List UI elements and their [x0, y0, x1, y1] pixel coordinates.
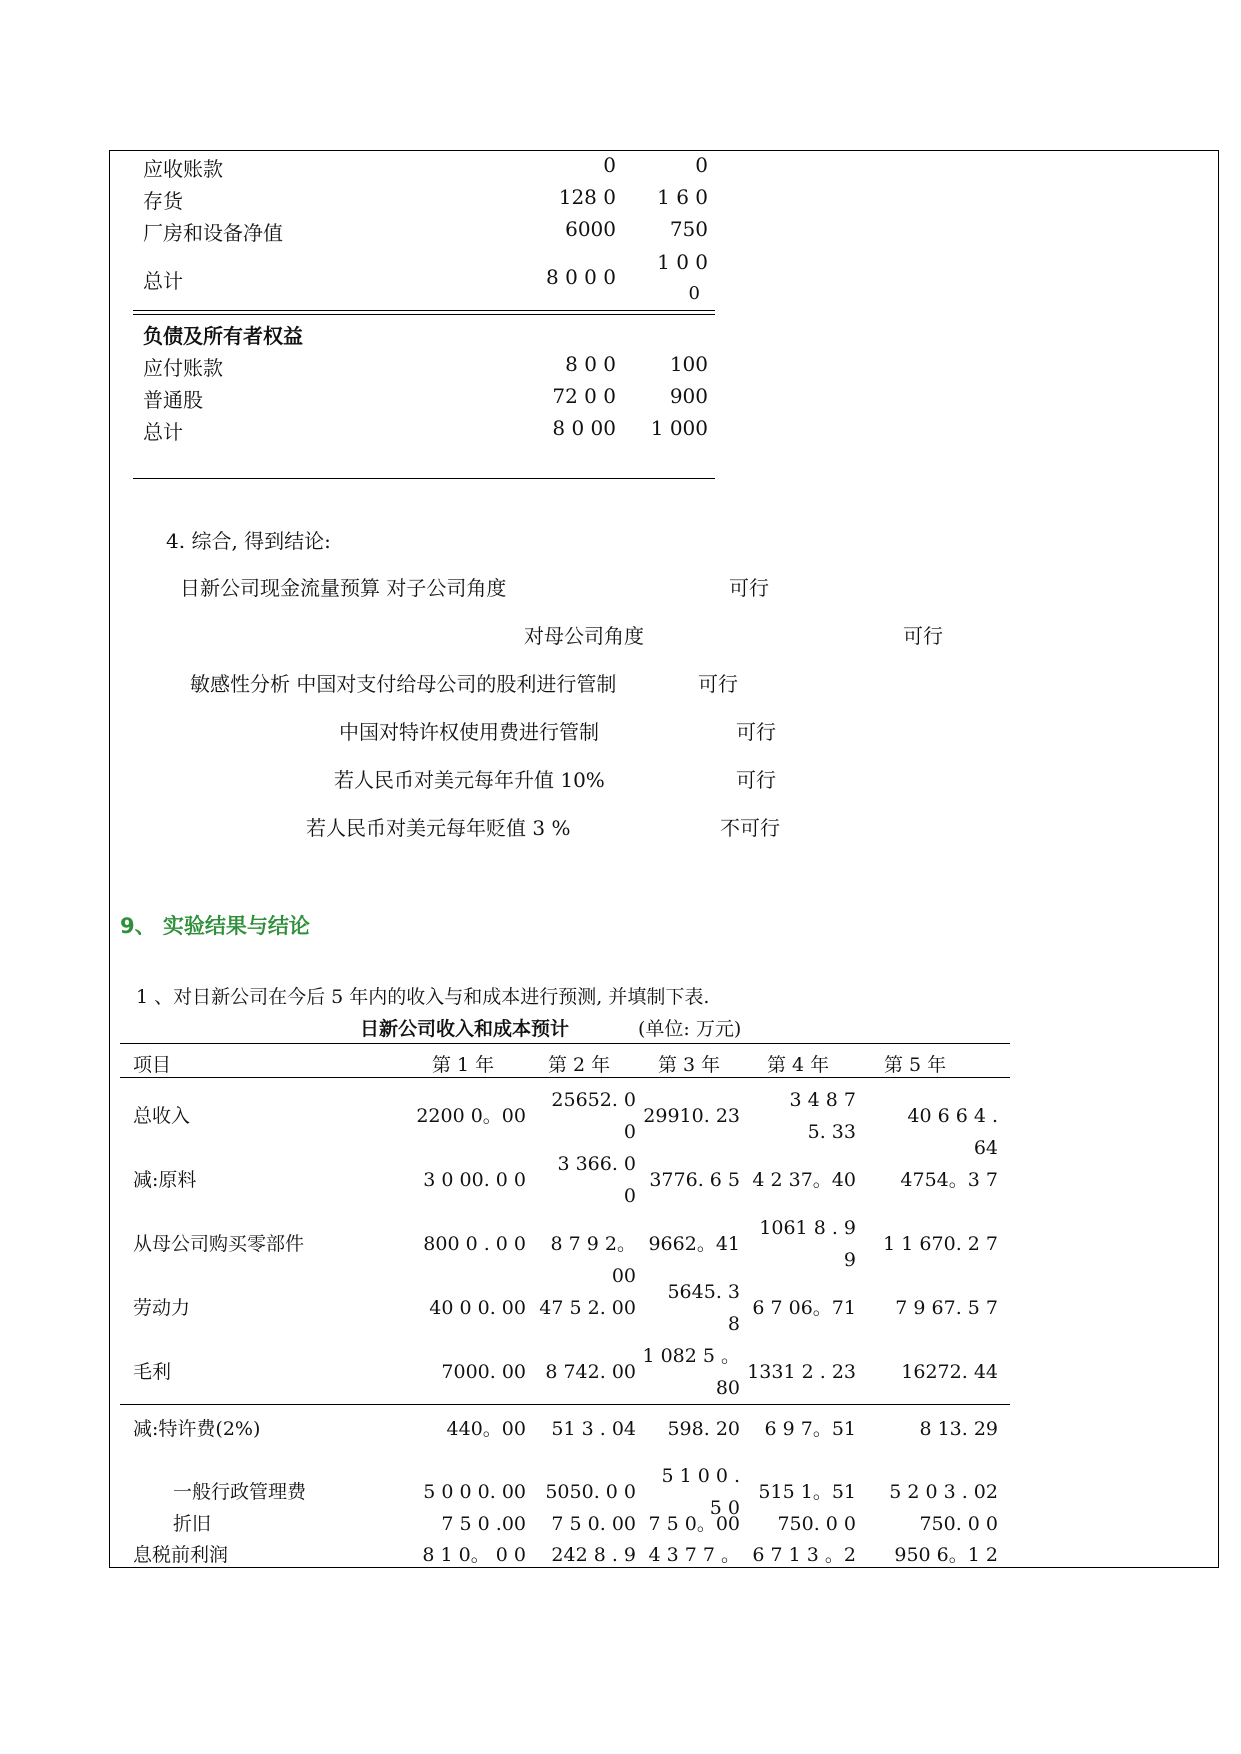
- header-item: 项目: [133, 1054, 172, 1076]
- conclusion-heading: 4. 综合, 得到结论:: [166, 529, 331, 553]
- double-rule: [133, 310, 715, 315]
- table-bottom-rule: [133, 478, 715, 479]
- conclusion-line-label: 敏感性分析 中国对支付给母公司的股利进行管制: [190, 672, 617, 696]
- row-label: 减:特许费(2%): [133, 1418, 261, 1440]
- row-label: 息税前利润: [133, 1544, 229, 1566]
- header-year-5: 第 5 年: [884, 1054, 947, 1076]
- row-cell-year-2: 3 366. 0: [557, 1153, 636, 1175]
- asset-total-value-2-wrap: 0: [688, 283, 700, 304]
- table-unit: (单位: 万元): [638, 1018, 742, 1040]
- row-cell-year-3: 1 082 5 。: [642, 1345, 740, 1367]
- row-cell-year-1: 440。00: [446, 1418, 526, 1440]
- row-cell-year-5: 750. 0 0: [919, 1513, 998, 1535]
- row-cell-year-2: 51 3 . 04: [551, 1418, 636, 1440]
- row-cell-year-4: 6 9 7。51: [764, 1418, 856, 1440]
- row-cell-year-3: 29910. 23: [643, 1105, 740, 1127]
- table-title: 日新公司收入和成本预计: [360, 1018, 570, 1040]
- row-cell-year-4: 6 7 1 3 。2: [752, 1544, 856, 1566]
- conclusion-line-label: 若人民币对美元每年贬值 3 %: [306, 816, 571, 840]
- row-cell-year-3: 4 3 7 7 。: [648, 1544, 740, 1566]
- liability-value-1: 72 0 0: [552, 384, 616, 408]
- row-cell-year-4: 3 4 8 7: [789, 1089, 856, 1111]
- row-cell-year-5: 4754。3 7: [900, 1169, 998, 1191]
- row-cell-year-1: 2200 0。00: [416, 1105, 526, 1127]
- liability-total-value-2: 1 000: [650, 416, 708, 440]
- row-cell-year-5: 1 1 670. 2 7: [883, 1233, 998, 1255]
- liability-value-2: 100: [669, 352, 708, 376]
- row-cell-year-4: 9: [843, 1249, 856, 1271]
- conclusion-line-verdict: 可行: [736, 720, 776, 744]
- liability-label: 应付账款: [143, 356, 223, 380]
- row-cell-year-3: 5645. 3: [667, 1281, 740, 1303]
- asset-value-2: 750: [669, 217, 708, 241]
- conclusion-line-label: 日新公司现金流量预算 对子公司角度: [180, 576, 507, 600]
- liability-total-label: 总计: [143, 420, 183, 444]
- row-cell-year-1: 7 5 0 .00: [441, 1513, 526, 1535]
- row-cell-year-3: 8: [727, 1313, 740, 1335]
- row-cell-year-4: 5. 33: [807, 1121, 856, 1143]
- header-year-1: 第 1 年: [432, 1054, 495, 1076]
- row-cell-year-3: 5 0: [709, 1497, 740, 1519]
- mid-rule: [120, 1404, 1010, 1405]
- row-label: 从母公司购买零部件: [133, 1233, 305, 1255]
- row-cell-year-2: 5050. 0 0: [545, 1481, 636, 1503]
- row-cell-year-5: 5 2 0 3 . 02: [889, 1481, 998, 1503]
- asset-label: 厂房和设备净值: [143, 221, 283, 245]
- asset-value-1: 0: [603, 153, 616, 177]
- row-cell-year-3: 5 1 0 0 .: [661, 1465, 740, 1487]
- conclusion-line-label: 中国对特许权使用费进行管制: [339, 720, 599, 744]
- asset-total-value-1: 8 0 0 0: [546, 265, 616, 289]
- row-cell-year-5: 950 6。1 2: [894, 1544, 998, 1566]
- conclusion-line-label: 对母公司角度: [524, 624, 644, 648]
- conclusion-line-verdict: 可行: [736, 768, 776, 792]
- row-label: 折旧: [173, 1513, 212, 1535]
- row-cell-year-2: 25652. 0: [551, 1089, 636, 1111]
- row-label: 毛利: [133, 1361, 172, 1383]
- row-cell-year-3: 9662。41: [648, 1233, 740, 1255]
- row-cell-year-2: 8 7 9 2。00: [550, 1233, 636, 1287]
- conclusion-line-verdict: 可行: [903, 624, 943, 648]
- row-cell-year-1: 7000. 00: [441, 1361, 526, 1383]
- row-cell-year-2: 8 742. 00: [545, 1361, 636, 1383]
- row-cell-year-1: 40 0 0. 00: [429, 1297, 526, 1319]
- row-cell-year-1: 8 1 0。 0 0: [422, 1544, 526, 1566]
- conclusion-line-verdict: 可行: [698, 672, 738, 696]
- liability-total-value-1: 8 0 00: [552, 416, 616, 440]
- asset-label: 应收账款: [143, 157, 223, 181]
- row-cell-year-4: 1331 2 . 23: [747, 1361, 856, 1383]
- asset-value-1: 6000: [565, 217, 616, 241]
- asset-label: 存货: [143, 189, 183, 213]
- header-year-2: 第 2 年: [548, 1054, 611, 1076]
- section-intro: 1 、对日新公司在今后 5 年内的收入与和成本进行预测, 并填制下表.: [136, 986, 710, 1008]
- row-cell-year-2: 0: [623, 1121, 636, 1143]
- row-cell-year-4: 750. 0 0: [777, 1513, 856, 1535]
- header-rule: [120, 1077, 1010, 1078]
- row-cell-year-5: 16272. 44: [901, 1361, 998, 1383]
- row-cell-year-5: 40 6 6 4 . 64: [907, 1105, 998, 1159]
- row-cell-year-2: 7 5 0. 00: [551, 1513, 636, 1535]
- table-top-rule: [120, 1043, 1010, 1044]
- row-cell-year-3: 80: [715, 1377, 740, 1399]
- liability-value-2: 900: [669, 384, 708, 408]
- asset-total-label: 总计: [143, 269, 183, 293]
- liability-value-1: 8 0 0: [565, 352, 616, 376]
- row-cell-year-2: 47 5 2. 00: [539, 1297, 636, 1319]
- conclusion-line-label: 若人民币对美元每年升值 10%: [334, 768, 605, 792]
- conclusion-line-verdict: 可行: [729, 576, 769, 600]
- row-cell-year-1: 800 0 . 0 0: [423, 1233, 526, 1255]
- row-cell-year-5: 7 9 67. 5 7: [895, 1297, 998, 1319]
- asset-value-1: 128 0: [558, 185, 616, 209]
- row-label: 总收入: [133, 1105, 191, 1127]
- row-label: 劳动力: [133, 1297, 191, 1319]
- asset-value-2: 1 6 0: [657, 185, 708, 209]
- row-cell-year-4: 515 1。51: [758, 1481, 856, 1503]
- row-label: 一般行政管理费: [173, 1481, 307, 1503]
- row-cell-year-3: 7 5 0。00: [648, 1513, 740, 1535]
- row-label: 减:原料: [133, 1169, 197, 1191]
- liability-heading: 负债及所有者权益: [143, 324, 303, 348]
- row-cell-year-3: 3776. 6 5: [649, 1169, 740, 1191]
- conclusion-line-verdict: 不可行: [720, 816, 780, 840]
- row-cell-year-2: 242 8 . 9: [551, 1544, 636, 1566]
- row-cell-year-4: 1061 8 . 9: [759, 1217, 856, 1239]
- row-cell-year-1: 5 0 0 0. 00: [423, 1481, 526, 1503]
- row-cell-year-3: 598. 20: [667, 1418, 740, 1440]
- header-year-3: 第 3 年: [658, 1054, 721, 1076]
- row-cell-year-4: 4 2 37。40: [752, 1169, 856, 1191]
- asset-total-value-2: 1 0 0: [657, 250, 708, 274]
- row-cell-year-5: 8 13. 29: [919, 1418, 998, 1440]
- row-cell-year-1: 3 0 00. 0 0: [423, 1169, 526, 1191]
- row-cell-year-4: 6 7 06。71: [752, 1297, 856, 1319]
- header-year-4: 第 4 年: [767, 1054, 830, 1076]
- asset-value-2: 0: [695, 153, 708, 177]
- row-cell-year-2: 0: [623, 1185, 636, 1207]
- section-title: 9、 实验结果与结论: [120, 914, 310, 938]
- liability-label: 普通股: [143, 388, 203, 412]
